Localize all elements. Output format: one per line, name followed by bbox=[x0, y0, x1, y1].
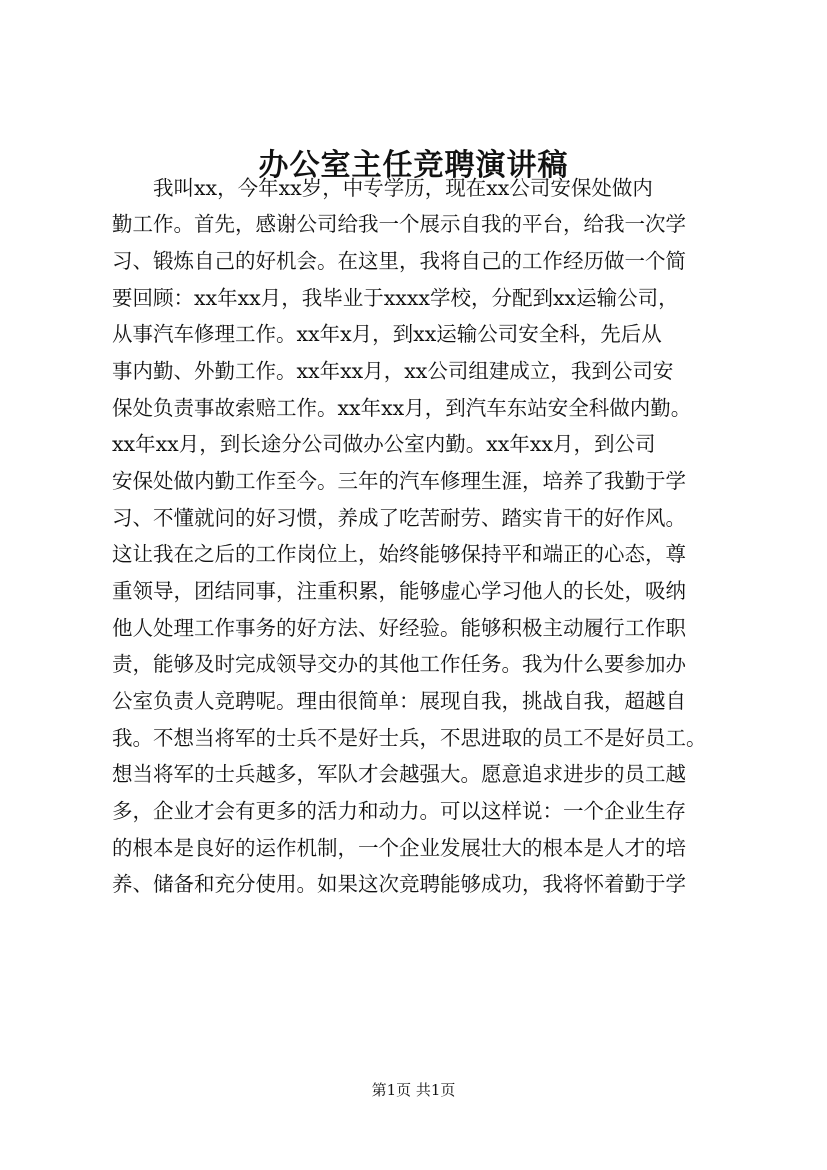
text-line: 公室负责人竞聘呢。理由很简单：展现自我，挑战自我，超越自 bbox=[112, 689, 686, 713]
text-line: 习、锻炼自己的好机会。在这里，我将自己的工作经历做一个简 bbox=[112, 249, 686, 273]
text-line: 责，能够及时完成领导交办的其他工作任务。我为什么要参加办 bbox=[112, 652, 686, 676]
text-line: xx年xx月，到长途分公司做办公室内勤。xx年xx月，到公司 bbox=[112, 432, 656, 456]
text-line: 习、不懂就问的好习惯，养成了吃苦耐劳、踏实肯干的好作风。 bbox=[112, 506, 686, 530]
page-title: 办公室主任竞聘演讲稿 bbox=[258, 148, 569, 183]
text-line: 从事汽车修理工作。xx年x月，到xx运输公司安全科，先后从 bbox=[112, 322, 662, 346]
text-line: 想当将军的士兵越多，军队才会越强大。愿意追求进步的员工越 bbox=[112, 762, 686, 786]
text-line: 我叫xx，今年xx岁，中专学历，现在xx公司安保处做内 bbox=[153, 176, 653, 200]
text-line: 多，企业才会有更多的活力和动力。可以这样说：一个企业生存 bbox=[112, 799, 686, 823]
text-line: 他人处理工作事务的好方法、好经验。能够积极主动履行工作职 bbox=[112, 616, 686, 640]
text-line: 的根本是良好的运作机制，一个企业发展壮大的根本是人才的培 bbox=[112, 836, 686, 860]
text-line: 安保处做内勤工作至今。三年的汽车修理生涯，培养了我勤于学 bbox=[112, 469, 686, 493]
text-line: 要回顾：xx年xx月，我毕业于xxxx学校，分配到xx运输公司， bbox=[112, 286, 679, 310]
text-line: 保处负责事故索赔工作。xx年xx月，到汽车东站安全科做内勤。 bbox=[112, 396, 692, 420]
page-footer: 第1页 共1页 bbox=[371, 1081, 456, 1099]
text-line: 养、储备和充分使用。如果这次竞聘能够成功，我将怀着勤于学 bbox=[112, 872, 686, 896]
text-line: 勤工作。首先，感谢公司给我一个展示自我的平台，给我一次学 bbox=[112, 212, 686, 236]
text-line: 这让我在之后的工作岗位上，始终能够保持平和端正的心态，尊 bbox=[112, 542, 686, 566]
text-line: 重领导，团结同事，注重积累，能够虚心学习他人的长处，吸纳 bbox=[112, 579, 686, 603]
text-line: 我。不想当将军的士兵不是好士兵，不思进取的员工不是好员工。 bbox=[112, 726, 707, 750]
text-line: 事内勤、外勤工作。xx年xx月，xx公司组建成立，我到公司安 bbox=[112, 359, 674, 383]
